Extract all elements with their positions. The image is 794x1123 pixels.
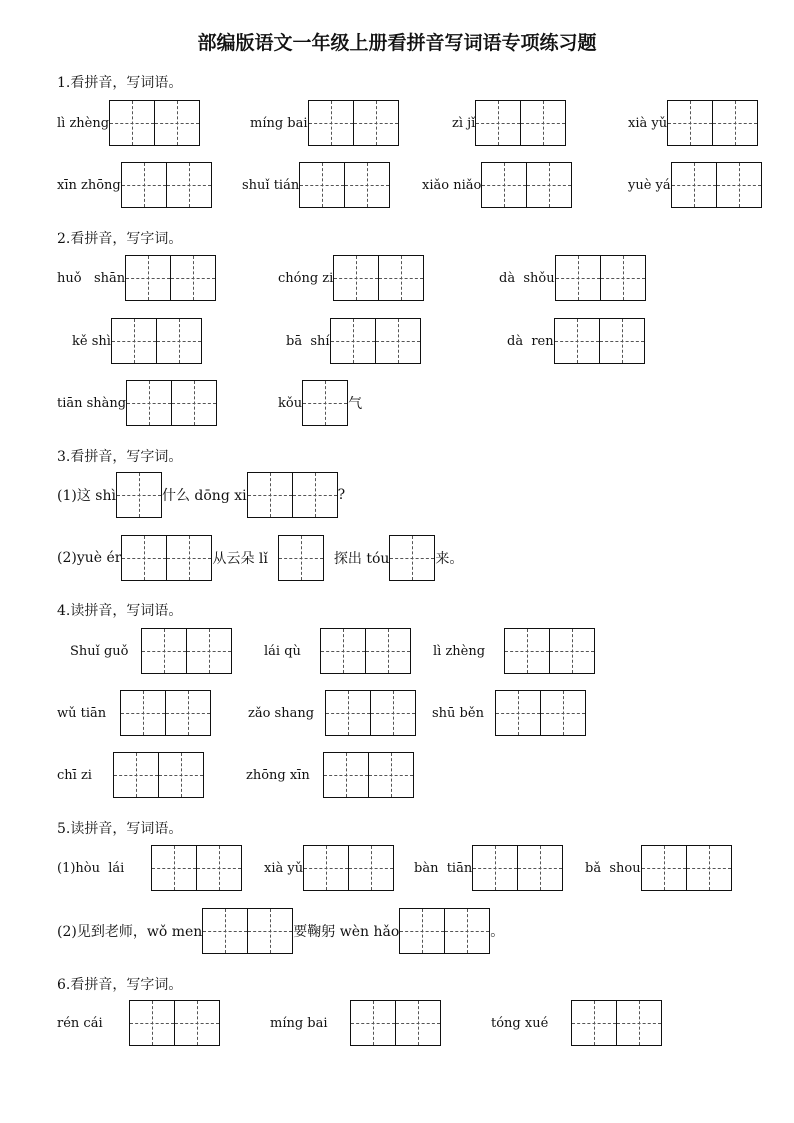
section-4-heading: 4.读拼音，写词语。 [57, 603, 183, 619]
exercise-item [250, 100, 399, 146]
writing-grid[interactable] [125, 255, 216, 301]
writing-grid[interactable] [116, 472, 162, 518]
sentence-text: 。 [490, 924, 505, 940]
writing-cell[interactable] [196, 845, 242, 891]
writing-cell[interactable] [641, 845, 687, 891]
writing-cell[interactable] [292, 472, 338, 518]
writing-grid[interactable] [120, 690, 211, 736]
writing-cell[interactable] [174, 1000, 220, 1046]
pinyin-label: shū běn [432, 705, 484, 721]
writing-grid[interactable] [141, 628, 232, 674]
writing-cell[interactable] [154, 100, 200, 146]
sentence-text: (2)见到老师，wǒ men [57, 924, 203, 940]
section-1-heading: 1.看拼音，写词语。 [57, 75, 183, 91]
pinyin-label: zì jǐ [452, 115, 476, 131]
writing-cell[interactable] [302, 380, 348, 426]
sentence-text: 探出 tóu [333, 551, 390, 567]
writing-grid[interactable] [202, 908, 293, 954]
writing-grid[interactable] [389, 535, 435, 581]
exercise-item [507, 318, 645, 364]
writing-cell[interactable] [375, 318, 421, 364]
writing-cell[interactable] [348, 845, 394, 891]
exercise-item [264, 845, 394, 891]
writing-cell[interactable] [350, 1000, 396, 1046]
writing-cell[interactable] [141, 628, 187, 674]
writing-cell[interactable] [368, 752, 414, 798]
writing-grid[interactable] [121, 162, 212, 208]
writing-cell[interactable] [616, 1000, 662, 1046]
writing-cell[interactable] [526, 162, 572, 208]
writing-cell[interactable] [247, 908, 293, 954]
writing-cell[interactable] [125, 255, 171, 301]
writing-cell[interactable] [555, 255, 601, 301]
writing-cell[interactable] [186, 628, 232, 674]
pinyin-label: xīn zhōng [57, 177, 121, 193]
pinyin-label: kě shì [72, 333, 111, 349]
writing-cell[interactable] [320, 628, 366, 674]
sentence-text: 什么 dōng xi [161, 488, 247, 504]
exercise-item [57, 255, 216, 301]
exercise-item [585, 845, 732, 891]
pinyin-label: bàn tiān [414, 860, 473, 876]
exercise-item [278, 255, 424, 301]
writing-cell[interactable] [370, 690, 416, 736]
writing-cell[interactable] [495, 690, 541, 736]
writing-grid[interactable] [399, 908, 490, 954]
writing-grid[interactable] [350, 1000, 441, 1046]
writing-grid[interactable] [333, 255, 424, 301]
exercise-item [270, 1000, 441, 1046]
writing-cell[interactable] [378, 255, 424, 301]
writing-grid[interactable] [641, 845, 732, 891]
exercise-item [248, 690, 416, 736]
section-2-heading: 2.看拼音，写字词。 [57, 231, 183, 247]
writing-grid[interactable] [247, 472, 338, 518]
pinyin-label: lái qù [264, 643, 301, 659]
pinyin-label: tóng xué [491, 1015, 549, 1031]
exercise-item [264, 628, 411, 674]
writing-grid[interactable] [671, 162, 762, 208]
pinyin-label: chī zi [57, 767, 92, 783]
writing-grid[interactable] [129, 1000, 220, 1046]
exercise-item [286, 318, 421, 364]
writing-grid[interactable] [481, 162, 572, 208]
sentence-text: 要鞠躬 wèn hǎo [293, 924, 400, 940]
writing-grid[interactable] [308, 100, 399, 146]
writing-cell[interactable] [158, 752, 204, 798]
pinyin-label: kǒu [278, 395, 303, 411]
writing-cell[interactable] [126, 380, 172, 426]
writing-cell[interactable] [247, 472, 293, 518]
pinyin-label: wǔ tiān [57, 705, 107, 721]
exercise-item [628, 100, 758, 146]
writing-cell[interactable] [109, 100, 155, 146]
writing-grid[interactable] [299, 162, 390, 208]
exercise-item [499, 255, 646, 301]
row-2 [57, 908, 504, 954]
pinyin-label: lì zhèng [57, 115, 110, 131]
exercise-item [57, 380, 217, 426]
writing-cell[interactable] [202, 908, 248, 954]
writing-cell[interactable] [170, 255, 216, 301]
writing-cell[interactable] [165, 690, 211, 736]
exercise-item [57, 752, 204, 798]
writing-cell[interactable] [520, 100, 566, 146]
writing-cell[interactable] [330, 318, 376, 364]
writing-cell[interactable] [554, 318, 600, 364]
writing-cell[interactable] [395, 1000, 441, 1046]
exercise-item [57, 690, 211, 736]
writing-grid[interactable] [303, 845, 394, 891]
exercise-item [57, 100, 200, 146]
pinyin-label: Shuǐ guǒ [70, 643, 129, 659]
writing-grid[interactable] [320, 628, 411, 674]
section-3-heading: 3.看拼音，写字词。 [57, 449, 183, 465]
writing-cell[interactable] [517, 845, 563, 891]
writing-grid[interactable] [554, 318, 645, 364]
sentence-text: (2)yuè ér [57, 550, 122, 566]
writing-cell[interactable] [113, 752, 159, 798]
exercise-item [452, 100, 566, 146]
writing-cell[interactable] [156, 318, 202, 364]
writing-cell[interactable] [303, 845, 349, 891]
writing-cell[interactable] [121, 535, 167, 581]
writing-cell[interactable] [712, 100, 758, 146]
pinyin-label: bǎ shou [585, 860, 641, 876]
writing-cell[interactable] [166, 162, 212, 208]
exercise-item [246, 752, 414, 798]
exercise-item [242, 162, 390, 208]
writing-cell[interactable] [171, 380, 217, 426]
writing-cell[interactable] [481, 162, 527, 208]
writing-cell[interactable] [278, 535, 324, 581]
pinyin-label: xiǎo niǎo [422, 177, 482, 193]
section-6-heading: 6.看拼音，写字词。 [57, 977, 183, 993]
writing-grid[interactable] [151, 845, 242, 891]
pinyin-label: tiān shàng [57, 395, 127, 411]
exercise-item [491, 1000, 662, 1046]
pinyin-label: shuǐ tián [242, 177, 300, 193]
writing-cell[interactable] [325, 690, 371, 736]
sentence-text: 从云朵 lǐ [212, 551, 268, 567]
writing-grid[interactable] [278, 535, 324, 581]
exercise-item [57, 162, 212, 208]
writing-cell[interactable] [116, 472, 162, 518]
pinyin-label: chóng zi [278, 270, 334, 286]
sentence-text: 来。 [435, 551, 464, 567]
exercise-item [422, 162, 572, 208]
row-1 [57, 845, 242, 891]
writing-cell[interactable] [166, 535, 212, 581]
writing-grid[interactable] [504, 628, 595, 674]
writing-cell[interactable] [716, 162, 762, 208]
exercise-item [57, 1000, 220, 1046]
writing-grid[interactable] [109, 100, 200, 146]
pinyin-label: rén cái [57, 1015, 103, 1031]
writing-grid[interactable] [475, 100, 566, 146]
writing-cell[interactable] [151, 845, 197, 891]
writing-cell[interactable] [571, 1000, 617, 1046]
writing-grid[interactable] [571, 1000, 662, 1046]
writing-grid[interactable] [113, 752, 204, 798]
writing-grid[interactable] [330, 318, 421, 364]
writing-cell[interactable] [549, 628, 595, 674]
pinyin-label: dà shǒu [499, 270, 555, 286]
writing-cell[interactable] [353, 100, 399, 146]
writing-cell[interactable] [475, 100, 521, 146]
writing-cell[interactable] [599, 318, 645, 364]
writing-cell[interactable] [129, 1000, 175, 1046]
section-5-heading: 5.读拼音，写词语。 [57, 821, 183, 837]
writing-cell[interactable] [333, 255, 379, 301]
writing-cell[interactable] [120, 690, 166, 736]
pinyin-label: xià yǔ [264, 860, 304, 876]
writing-grid[interactable] [472, 845, 563, 891]
writing-cell[interactable] [111, 318, 157, 364]
writing-cell[interactable] [686, 845, 732, 891]
exercise-item [72, 318, 202, 364]
writing-cell[interactable] [308, 100, 354, 146]
writing-grid[interactable] [667, 100, 758, 146]
writing-grid[interactable] [111, 318, 202, 364]
writing-grid[interactable] [555, 255, 646, 301]
writing-cell[interactable] [540, 690, 586, 736]
writing-cell[interactable] [504, 628, 550, 674]
sentence-text: ? [337, 487, 346, 503]
writing-cell[interactable] [600, 255, 646, 301]
sentence-text: (1)这 shì [57, 488, 116, 504]
writing-grid[interactable] [126, 380, 217, 426]
pinyin-label: bā shí [286, 333, 330, 349]
writing-cell[interactable] [344, 162, 390, 208]
pinyin-label: zǎo shang [248, 705, 315, 721]
writing-cell[interactable] [121, 162, 167, 208]
pinyin-label: dà ren [507, 333, 554, 349]
writing-cell[interactable] [472, 845, 518, 891]
pinyin-label: huǒ shān [57, 270, 126, 286]
exercise-item [414, 845, 563, 891]
writing-cell[interactable] [299, 162, 345, 208]
writing-grid[interactable] [323, 752, 414, 798]
writing-cell[interactable] [323, 752, 369, 798]
writing-grid[interactable] [121, 535, 212, 581]
exercise-item [432, 690, 586, 736]
exercise-item [628, 162, 762, 208]
suffix-text: 气 [348, 396, 363, 412]
pinyin-label: lì zhèng [433, 643, 486, 659]
pinyin-label: míng bai [250, 115, 308, 131]
pinyin-label: yuè yá [628, 177, 671, 193]
writing-grid[interactable] [325, 690, 416, 736]
sentence-1 [57, 472, 345, 518]
writing-grid[interactable] [302, 380, 348, 426]
writing-cell[interactable] [671, 162, 717, 208]
writing-grid[interactable] [495, 690, 586, 736]
exercise-item [433, 628, 595, 674]
sentence-2 [57, 535, 463, 581]
writing-cell[interactable] [389, 535, 435, 581]
writing-cell[interactable] [365, 628, 411, 674]
exercise-item [278, 380, 362, 426]
pinyin-label: zhōng xīn [246, 767, 310, 783]
pinyin-label: (1)hòu lái [57, 860, 125, 876]
writing-cell[interactable] [399, 908, 445, 954]
page-title: 部编版语文一年级上册看拼音写词语专项练习题 [197, 32, 597, 54]
pinyin-label: míng bai [270, 1015, 328, 1031]
exercise-item [70, 628, 232, 674]
writing-cell[interactable] [444, 908, 490, 954]
writing-cell[interactable] [667, 100, 713, 146]
pinyin-label: xià yǔ [628, 115, 668, 131]
